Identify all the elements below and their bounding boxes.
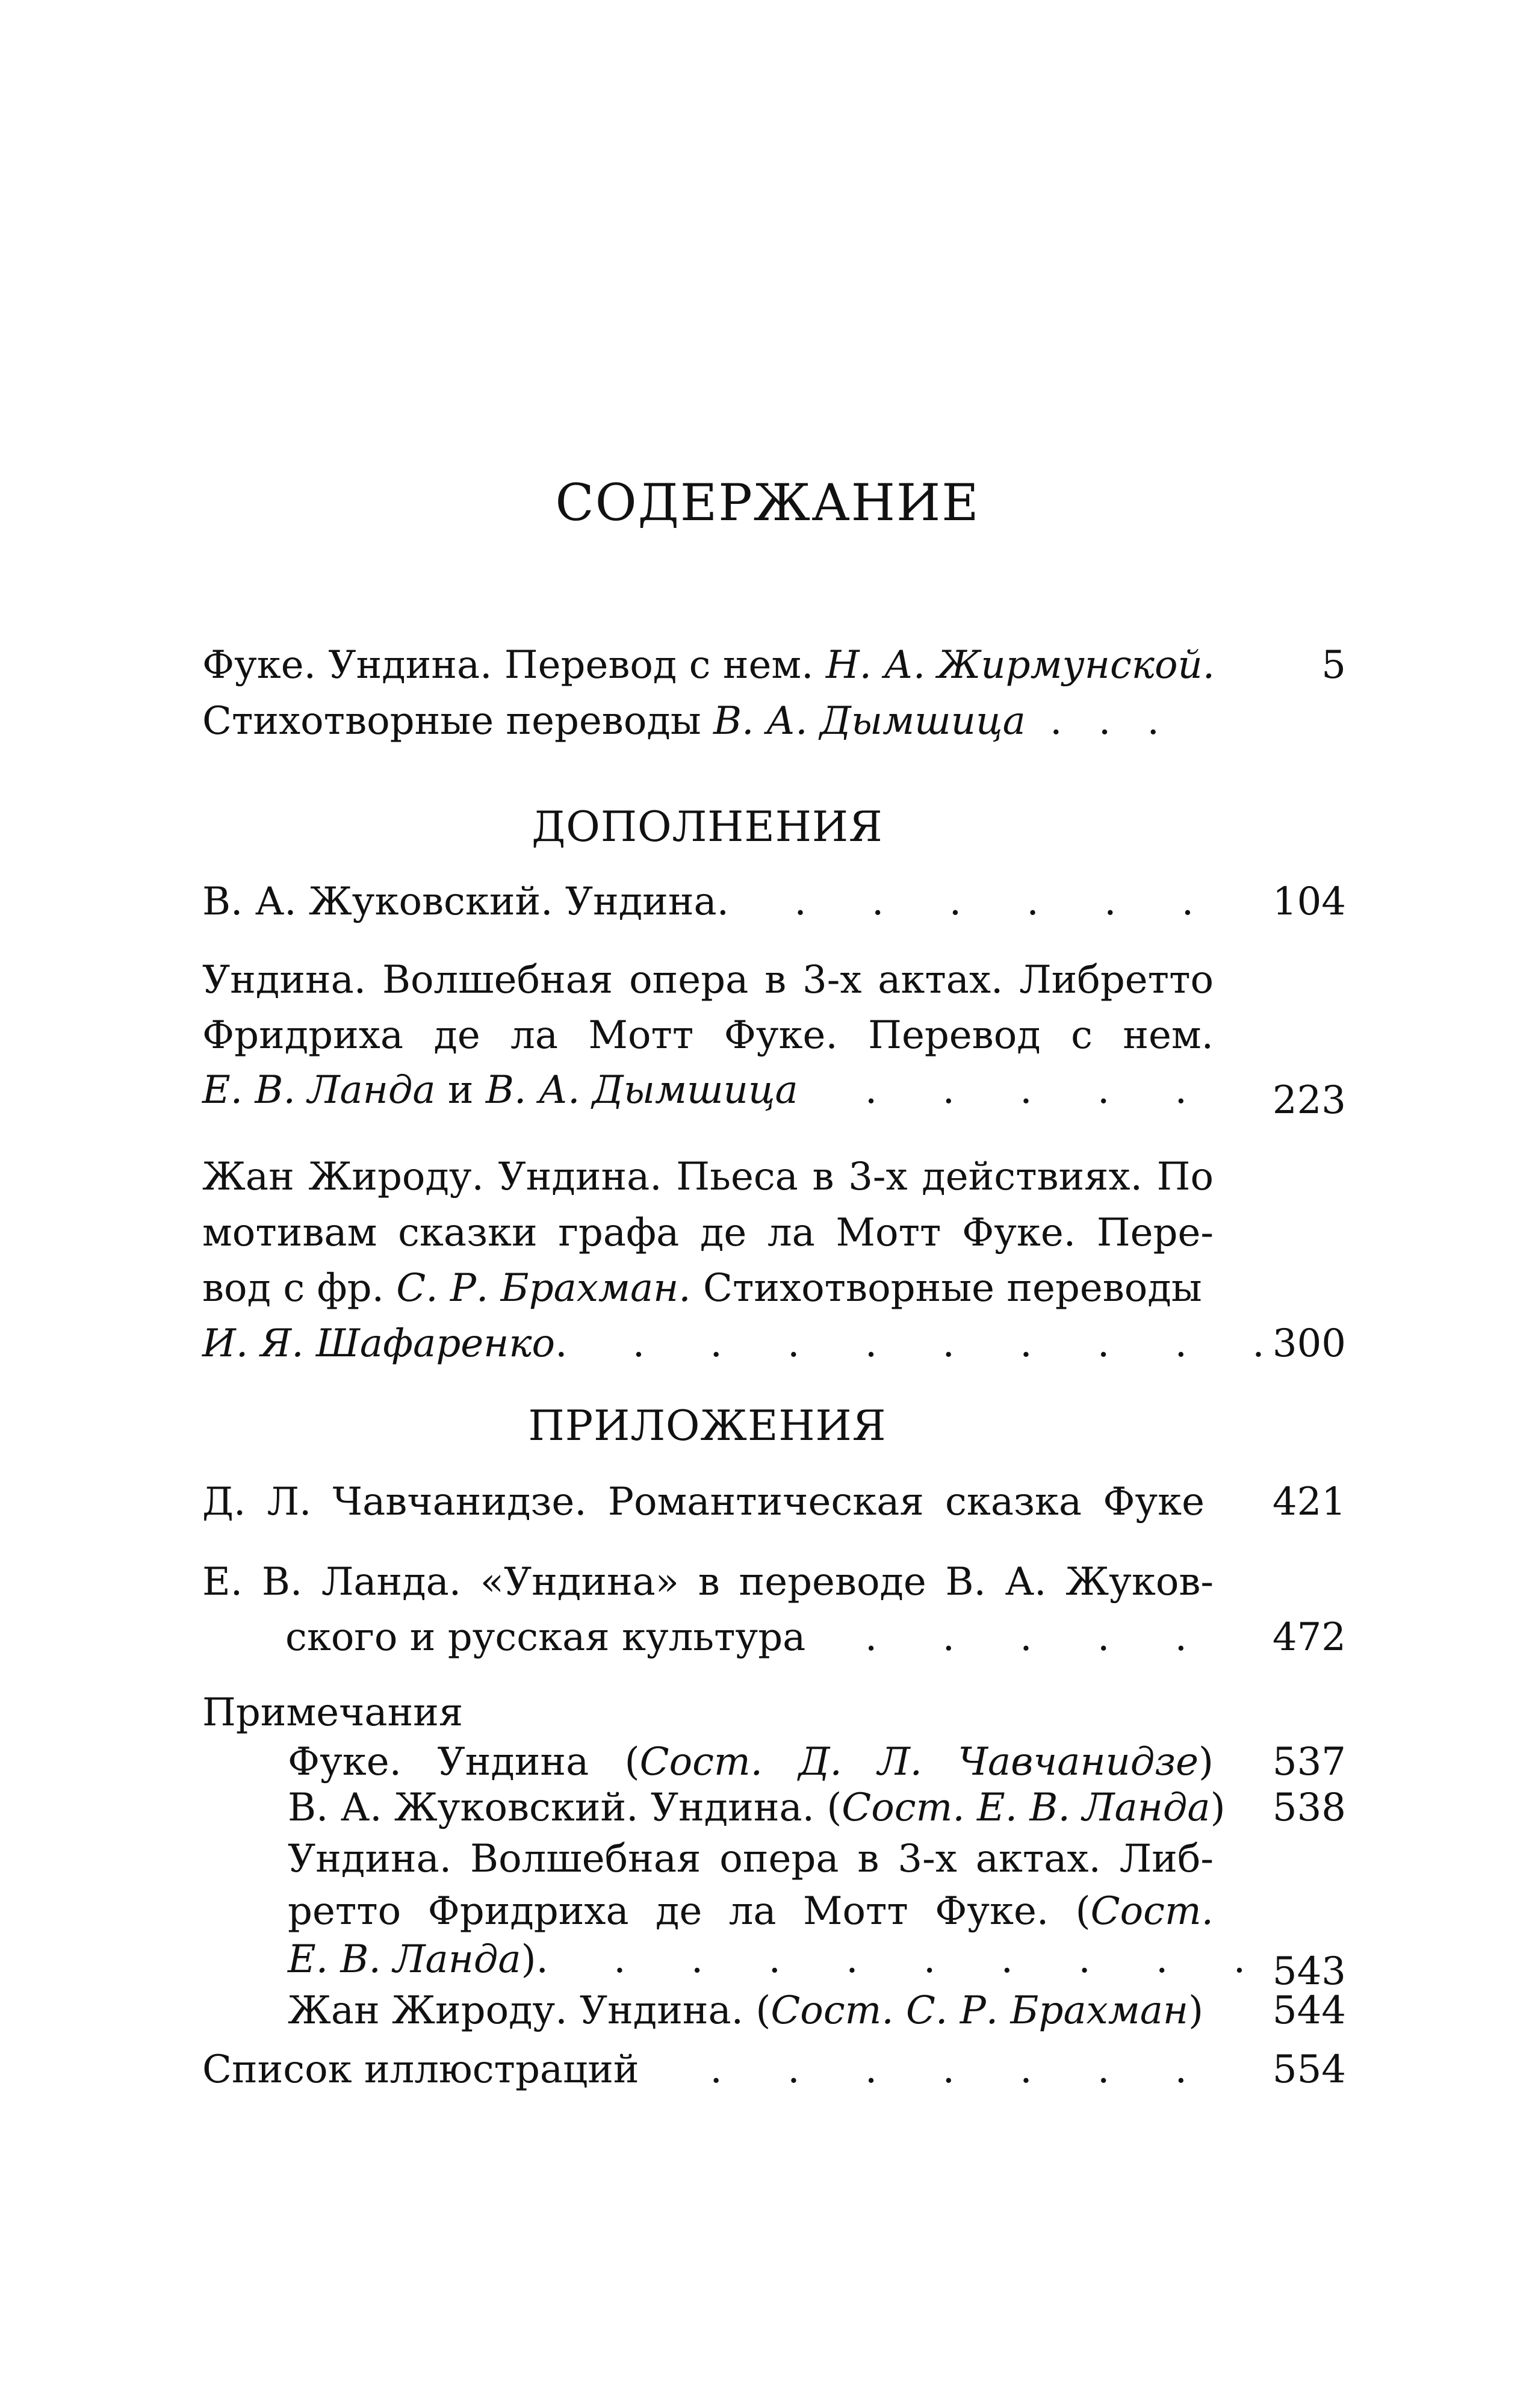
compiler-name: Сост. bbox=[1090, 1889, 1214, 1934]
toc-note-giraudoux: Жан Жироду. Ундина. (Сост. С. Р. Брахман) bbox=[288, 1988, 1204, 2033]
compiler-name: Сост. Е. В. Ланда bbox=[842, 1786, 1211, 1830]
page-number: 104 bbox=[1272, 880, 1346, 924]
toc-entry-illustrations bbox=[202, 2046, 1214, 2094]
page-title: СОДЕРЖАНИЕ bbox=[555, 473, 980, 532]
section-heading-supplements: ДОПОЛНЕНИЯ bbox=[532, 803, 883, 851]
toc-entry-opera-line-2: Фридриха де ла Мотт Фуке. Перевод с нем. bbox=[202, 1013, 1214, 1058]
translator-name: И. Я. Шафаренко bbox=[202, 1321, 556, 1366]
compiler-name: Сост. Д. Л. Чавчанидзе bbox=[639, 1740, 1199, 1784]
toc-entry-opera-line-1: Ундина. Волшебная опера в 3-х актах. Либретто bbox=[202, 958, 1214, 1002]
dot-leader: . . . . . bbox=[864, 1615, 1214, 1660]
entry-text: Список иллюстраций bbox=[202, 2047, 639, 2092]
toc-entry-landa-line-2 bbox=[285, 1613, 1214, 1662]
entry-text: ского и русская культура bbox=[285, 1615, 806, 1660]
translator-name: В. А. Дымшица bbox=[485, 1068, 798, 1112]
toc-note-zhukovsky: В. А. Жуковский. Ундина. (Сост. Е. В. Ланда) bbox=[288, 1786, 1226, 1830]
page-number: 543 bbox=[1272, 1949, 1346, 1994]
page-number: 544 bbox=[1272, 1988, 1346, 2033]
toc-note-opera-line-1: Ундина. Волшебная опера в 3-х актах. Либ- bbox=[288, 1837, 1214, 1881]
translator-name: Н. А. Жирмунской. bbox=[825, 643, 1215, 687]
toc-entry-zhukovsky bbox=[202, 878, 1221, 926]
toc-entry-chavchanidze: Д. Л. Чавчанидзе. Романтическая сказка Фуке bbox=[202, 1480, 1205, 1524]
toc-entry-giraudoux-line-2: мотивам сказки графа де ла Мотт Фуке. Пере- bbox=[202, 1211, 1214, 1255]
entry-text: В. А. Жуковский. Ундина bbox=[202, 880, 717, 924]
dot-leader: . . . . . bbox=[864, 1068, 1214, 1112]
page-number: 5 bbox=[1321, 643, 1346, 687]
toc-entry-giraudoux-line-1: Жан Жироду. Ундина. Пьеса в 3-х действиях. По bbox=[202, 1155, 1214, 1199]
toc-entry-main-line-2 bbox=[202, 697, 1214, 745]
toc-entry-main-line-1 bbox=[202, 641, 1214, 689]
dot-leader: . . . . . . . . . . bbox=[555, 1321, 1291, 1366]
toc-entry-opera-line-3: Е. В. Ланда и В. А. Дымшица . . . . . bbox=[202, 1066, 1214, 1114]
dot-leader: . . . bbox=[1025, 699, 1171, 743]
page-number: 300 bbox=[1272, 1321, 1346, 1366]
page-number: 421 bbox=[1272, 1480, 1346, 1524]
compiler-name: Сост. С. Р. Брахман bbox=[771, 1988, 1189, 2033]
compiler-name: Е. В. Ланда bbox=[288, 1937, 521, 1982]
page-number: 554 bbox=[1272, 2047, 1346, 2092]
section-heading-appendices: ПРИЛОЖЕНИЯ bbox=[528, 1402, 887, 1450]
page-number: 472 bbox=[1272, 1615, 1346, 1660]
page-number: 538 bbox=[1272, 1786, 1346, 1830]
dot-leader: . . . . . . . bbox=[710, 2047, 1214, 2092]
translator-name: В. А. Дымшица bbox=[713, 699, 1026, 743]
toc-entry-landa-line-1: Е. В. Ланда. «Ундина» в переводе В. А. Жуков- bbox=[202, 1560, 1214, 1604]
entry-text: Стихотворные переводы bbox=[202, 699, 714, 743]
entry-text: Фуке. Ундина. Перевод с нем. bbox=[202, 643, 826, 687]
toc-note-opera-line-2: ретто Фридриха де ла Мотт Фуке. (Сост. bbox=[288, 1889, 1214, 1934]
toc-entry-giraudoux-line-3: вод с фр. С. Р. Брахман. Стихотворные переводы bbox=[202, 1266, 1202, 1311]
toc-note-opera-line-3: Е. В. Ланда ) . . . . . . . . . . bbox=[288, 1935, 1214, 1984]
page-number: 223 bbox=[1272, 1078, 1346, 1123]
toc-note-fouque: Фуке. Ундина (Сост. Д. Л. Чавчанидзе) bbox=[288, 1740, 1214, 1784]
translator-name: Е. В. Ланда bbox=[202, 1068, 436, 1112]
toc-entry-giraudoux-line-4 bbox=[202, 1320, 1291, 1368]
translator-name: С. Р. Брахман. bbox=[396, 1266, 691, 1311]
page-number: 537 bbox=[1272, 1740, 1346, 1784]
dot-leader: . . . . . . . bbox=[716, 880, 1221, 924]
notes-heading: Примечания bbox=[202, 1690, 464, 1735]
dot-leader: . . . . . . . . . . bbox=[536, 1937, 1273, 1982]
